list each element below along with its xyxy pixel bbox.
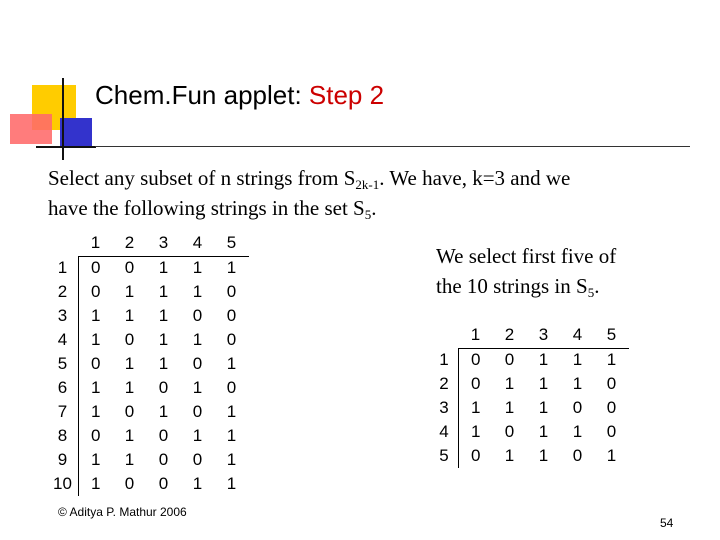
table-cell: 0 <box>158 426 169 445</box>
table-cell: 1 <box>192 258 203 278</box>
column-header: 5 <box>595 323 629 348</box>
note-line-1-text: We select first five of <box>436 244 617 268</box>
body-line-1-sub: 2k-1 <box>355 177 380 192</box>
column-header: 2 <box>493 323 527 348</box>
row-label: 2 <box>47 280 79 304</box>
table-cell: 1 <box>158 402 169 421</box>
table-cell: 1 <box>606 350 617 370</box>
column-header: 1 <box>459 323 493 348</box>
table-header-row <box>430 323 629 348</box>
column-header: 2 <box>113 231 147 256</box>
table-row <box>47 376 249 400</box>
row-label: 5 <box>47 352 79 376</box>
table-row <box>47 400 249 424</box>
table-cell: 1 <box>91 402 101 421</box>
table-cell: 0 <box>471 374 481 393</box>
table-row <box>47 352 249 376</box>
table-cell: 1 <box>538 350 549 370</box>
table-cell: 1 <box>192 282 203 301</box>
column-header: 4 <box>561 323 595 348</box>
table-cell: 1 <box>572 422 583 441</box>
table-cell: 1 <box>471 422 481 441</box>
table-cell: 0 <box>192 402 203 421</box>
table-cell: 1 <box>91 450 101 469</box>
table-cell: 1 <box>124 426 135 445</box>
table-cell: 0 <box>192 450 203 469</box>
note-line-2-post: . <box>594 274 600 298</box>
logo-red-square <box>10 114 52 144</box>
row-label: 5 <box>430 444 459 468</box>
note-line-1 <box>436 244 616 269</box>
table-cell: 1 <box>158 282 169 301</box>
table-cell: 0 <box>572 398 583 417</box>
table-cell: 1 <box>504 446 515 465</box>
table-cell: 1 <box>158 330 169 349</box>
row-label: 4 <box>47 328 79 352</box>
note-line-2 <box>436 274 599 299</box>
row-label: 9 <box>47 448 79 472</box>
table-cell: 1 <box>504 398 515 417</box>
row-label: 3 <box>430 396 459 420</box>
table-cell: 1 <box>471 398 481 417</box>
table-cell: 0 <box>226 330 237 349</box>
table-cell: 1 <box>124 282 135 301</box>
table-row <box>47 472 249 496</box>
table-cell: 0 <box>91 258 101 278</box>
table-cell: 0 <box>158 474 169 493</box>
corner-cell <box>430 323 459 348</box>
table-cell: 0 <box>606 398 617 417</box>
table-cell: 0 <box>471 350 481 370</box>
strings-table-selected <box>430 323 629 468</box>
logo-mark <box>0 0 100 165</box>
table-row <box>47 448 249 472</box>
column-header: 5 <box>215 231 249 256</box>
column-header: 4 <box>181 231 215 256</box>
table-cell: 1 <box>226 474 237 493</box>
table-cell: 1 <box>572 350 583 370</box>
table-cell: 1 <box>158 354 169 373</box>
table-cell: 0 <box>504 350 515 370</box>
column-header: 1 <box>79 231 113 256</box>
table-cell: 0 <box>158 378 169 397</box>
table-cell: 0 <box>158 450 169 469</box>
column-header: 3 <box>527 323 561 348</box>
table-cell: 1 <box>158 306 169 325</box>
table-cell: 0 <box>91 282 101 301</box>
row-label: 1 <box>430 348 459 372</box>
row-label: 4 <box>430 420 459 444</box>
table-row <box>47 280 249 304</box>
table-cell: 0 <box>504 422 515 441</box>
table-cell: 0 <box>226 306 237 325</box>
corner-cell <box>47 231 79 256</box>
table-cell: 1 <box>226 258 237 278</box>
table-cell: 1 <box>538 374 549 393</box>
row-label: 6 <box>47 376 79 400</box>
table-cell: 1 <box>226 354 237 373</box>
table-cell: 0 <box>606 374 617 393</box>
table-cell: 0 <box>471 446 481 465</box>
table-cell: 1 <box>91 330 101 349</box>
table-cell: 1 <box>226 402 237 421</box>
table-cell: 1 <box>192 426 203 445</box>
table-cell: 1 <box>606 446 617 465</box>
row-label: 3 <box>47 304 79 328</box>
page-number: 54 <box>660 516 674 530</box>
title-main: Chem.Fun applet: <box>95 80 309 110</box>
table-cell: 1 <box>124 450 135 469</box>
note-line-2-pre: the 10 strings in S <box>436 274 588 298</box>
table-cell: 1 <box>158 258 169 278</box>
table-row <box>47 328 249 352</box>
body-line-1-pre: Select any subset of n strings from S <box>48 166 356 190</box>
page-title <box>95 80 384 111</box>
row-label: 8 <box>47 424 79 448</box>
table-row <box>430 420 629 444</box>
table-cell: 1 <box>91 474 101 493</box>
table-cell: 1 <box>504 374 515 393</box>
table-cell: 1 <box>226 450 237 469</box>
body-line-2-post: . <box>371 196 377 220</box>
body-line-2-sub: 5 <box>364 207 372 222</box>
table-header-row <box>47 231 249 256</box>
note-line-2-sub: 5 <box>587 285 595 300</box>
table-cell: 1 <box>91 378 101 397</box>
column-header: 3 <box>147 231 181 256</box>
table-cell: 1 <box>192 474 203 493</box>
table-row <box>47 424 249 448</box>
row-label: 10 <box>47 472 79 496</box>
table-cell: 1 <box>572 374 583 393</box>
body-line-2-pre: have the following strings in the set S <box>48 196 365 220</box>
table-cell: 0 <box>124 330 135 349</box>
table-cell: 1 <box>124 306 135 325</box>
table-row <box>430 444 629 468</box>
table-cell: 0 <box>572 446 583 465</box>
table-cell: 0 <box>226 282 237 301</box>
body-line-1 <box>48 166 570 191</box>
copyright-footer: © Aditya P. Mathur 2006 <box>58 505 187 519</box>
table-cell: 0 <box>124 402 135 421</box>
table-cell: 0 <box>124 474 135 493</box>
table-cell: 1 <box>538 398 549 417</box>
table-cell: 1 <box>538 422 549 441</box>
table-cell: 1 <box>192 330 203 349</box>
table-row <box>430 396 629 420</box>
table-cell: 0 <box>124 258 135 278</box>
table-cell: 1 <box>538 446 549 465</box>
table-cell: 1 <box>124 378 135 397</box>
table-cell: 0 <box>91 426 101 445</box>
row-label: 2 <box>430 372 459 396</box>
table-cell: 1 <box>91 306 101 325</box>
table-cell: 1 <box>192 378 203 397</box>
table-row <box>47 256 249 280</box>
table-cell: 0 <box>192 306 203 325</box>
body-line-2 <box>48 196 376 221</box>
body-line-1-post: . We have, k=3 and we <box>379 166 571 190</box>
table-cell: 0 <box>192 354 203 373</box>
row-label: 1 <box>47 256 79 280</box>
table-cell: 0 <box>226 378 237 397</box>
logo-horizontal-line <box>36 146 96 148</box>
logo-blue-square <box>60 118 92 148</box>
title-accent: Step 2 <box>308 80 385 110</box>
table-cell: 0 <box>91 354 101 373</box>
table-row <box>47 304 249 328</box>
table-row <box>430 372 629 396</box>
strings-table-full <box>47 231 249 496</box>
row-label: 7 <box>47 400 79 424</box>
table-cell: 1 <box>124 354 135 373</box>
table-cell: 1 <box>226 426 237 445</box>
table-row <box>430 348 629 372</box>
title-rule <box>95 146 690 147</box>
table-cell: 0 <box>606 422 617 441</box>
